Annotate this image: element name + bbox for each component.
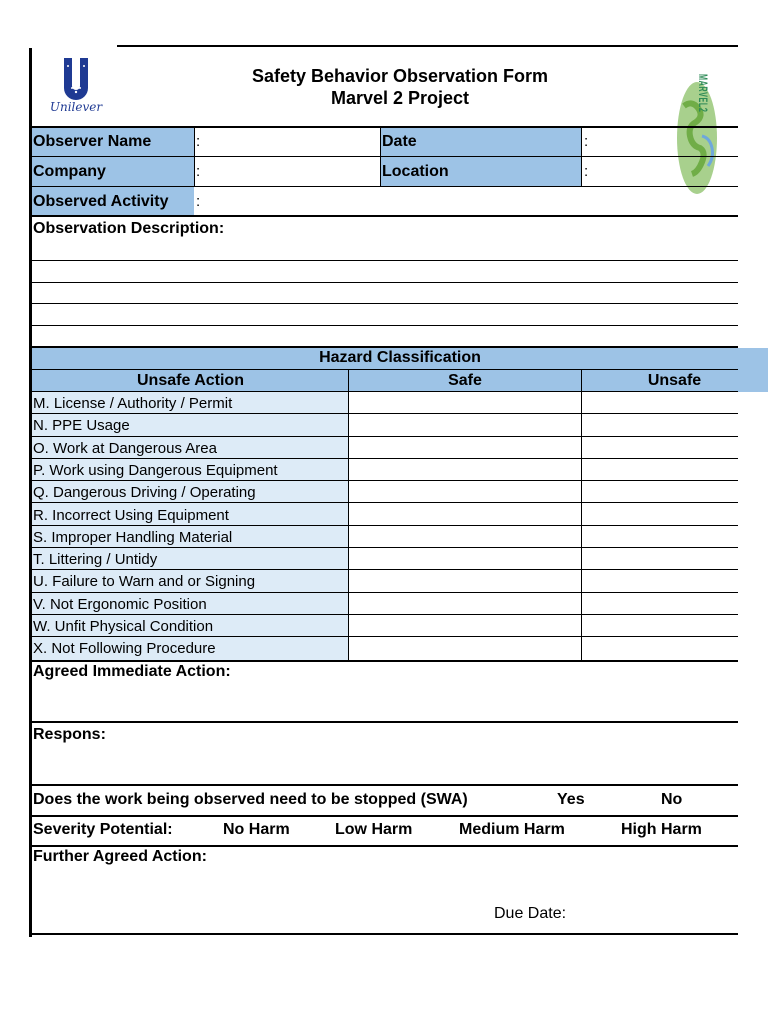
severity-low-harm-option[interactable]: Low Harm (335, 821, 413, 838)
hazard-safe-cell[interactable] (349, 414, 581, 436)
unsafe-header: Unsafe (647, 372, 702, 389)
hazard-safe-cell[interactable] (349, 526, 581, 548)
further-agreed-action-label: Further Agreed Action: (33, 848, 207, 865)
hazard-unsafe-cell[interactable] (582, 548, 738, 570)
hazard-item-label: P. Work using Dangerous Equipment (33, 461, 278, 479)
hazard-row (32, 526, 738, 548)
unilever-logo-text: Unilever (49, 100, 103, 114)
hazard-safe-cell[interactable] (349, 593, 581, 615)
hazard-safe-cell[interactable] (349, 392, 581, 414)
hazard-safe-cell[interactable] (349, 637, 581, 659)
hazard-item-label: Q. Dangerous Driving / Operating (33, 484, 256, 502)
observed-activity-label: Observed Activity (33, 193, 169, 210)
description-line[interactable] (32, 282, 738, 283)
form-title: Safety Behavior Observation Form (251, 66, 549, 86)
swa-no-option[interactable]: No (661, 791, 683, 808)
observation-description-label: Observation Description: (33, 220, 225, 237)
description-line[interactable] (32, 303, 738, 304)
swa-question: Does the work being observed need to be stopped (SWA) (33, 791, 468, 808)
hazard-classification-title: Hazard Classification (319, 349, 481, 366)
hazard-item-label: N. PPE Usage (33, 417, 130, 435)
severity-high-harm-option[interactable]: High Harm (621, 821, 702, 838)
hazard-safe-cell[interactable] (349, 459, 581, 481)
location-field[interactable]: : (584, 163, 589, 180)
date-label: Date (382, 133, 417, 150)
description-line[interactable] (32, 325, 738, 326)
hazard-unsafe-cell[interactable] (582, 481, 738, 503)
hazard-unsafe-cell[interactable] (582, 504, 738, 526)
hazard-unsafe-cell[interactable] (582, 526, 738, 548)
hazard-row (32, 392, 738, 414)
hazard-row (32, 570, 738, 592)
safe-header: Safe (448, 372, 482, 389)
location-label: Location (382, 163, 449, 180)
hazard-item-label: O. Work at Dangerous Area (33, 439, 217, 457)
due-date-label: Due Date: (494, 905, 567, 922)
hazard-row (32, 504, 738, 526)
respons-label: Respons: (33, 726, 106, 743)
marvel2-logo-text: MARVEL2 (696, 74, 710, 113)
hazard-item-label: V. Not Ergonomic Position (33, 595, 207, 613)
hazard-row (32, 637, 738, 659)
hazard-item-label: X. Not Following Procedure (33, 640, 216, 658)
hazard-row (32, 481, 738, 503)
hazard-row (32, 437, 738, 459)
hazard-unsafe-cell[interactable] (582, 459, 738, 481)
hazard-item-label: S. Improper Handling Material (33, 528, 233, 546)
hazard-row (32, 593, 738, 615)
hazard-row (32, 414, 738, 436)
hazard-unsafe-cell[interactable] (582, 437, 738, 459)
hazard-safe-cell[interactable] (349, 437, 581, 459)
hazard-unsafe-cell[interactable] (582, 392, 738, 414)
severity-potential-label: Severity Potential: (33, 821, 173, 838)
hazard-unsafe-cell[interactable] (582, 570, 738, 592)
hazard-safe-cell[interactable] (349, 548, 581, 570)
hazard-safe-cell[interactable] (349, 481, 581, 503)
hazard-unsafe-cell[interactable] (582, 637, 738, 659)
hazard-item-label: R. Incorrect Using Equipment (33, 506, 229, 524)
unilever-logo (36, 54, 116, 118)
hazard-item-label: W. Unfit Physical Condition (33, 618, 214, 635)
severity-medium-harm-option[interactable]: Medium Harm (459, 821, 565, 838)
hazard-safe-cell[interactable] (349, 615, 581, 637)
hazard-row (32, 548, 738, 570)
hazard-safe-cell[interactable] (349, 570, 581, 592)
hazard-safe-cell[interactable] (349, 504, 581, 526)
company-label: Company (33, 163, 106, 180)
hazard-unsafe-cell[interactable] (582, 615, 738, 637)
observer-name-field[interactable]: : (196, 133, 201, 150)
hazard-unsafe-cell[interactable] (582, 414, 738, 436)
date-field[interactable]: : (584, 133, 589, 150)
company-field[interactable]: : (196, 163, 201, 180)
unsafe-action-header: Unsafe Action (137, 372, 244, 389)
hazard-item-label: T. Littering / Untidy (33, 551, 158, 569)
swa-yes-option[interactable]: Yes (557, 791, 585, 808)
hazard-row (32, 459, 738, 481)
observed-activity-field[interactable]: : (196, 193, 201, 210)
hazard-item-label: M. License / Authority / Permit (33, 395, 233, 412)
hazard-item-label: U. Failure to Warn and or Signing (33, 573, 256, 591)
severity-no-harm-option[interactable]: No Harm (223, 821, 290, 838)
form-top-border (29, 45, 738, 47)
observer-name-label: Observer Name (33, 133, 152, 150)
description-line[interactable] (32, 260, 738, 261)
form-subtitle: Marvel 2 Project (330, 88, 470, 108)
hazard-unsafe-cell[interactable] (582, 593, 738, 615)
hazard-row (32, 615, 738, 637)
marvel2-logo (672, 66, 722, 194)
agreed-immediate-action-label: Agreed Immediate Action: (33, 663, 231, 680)
